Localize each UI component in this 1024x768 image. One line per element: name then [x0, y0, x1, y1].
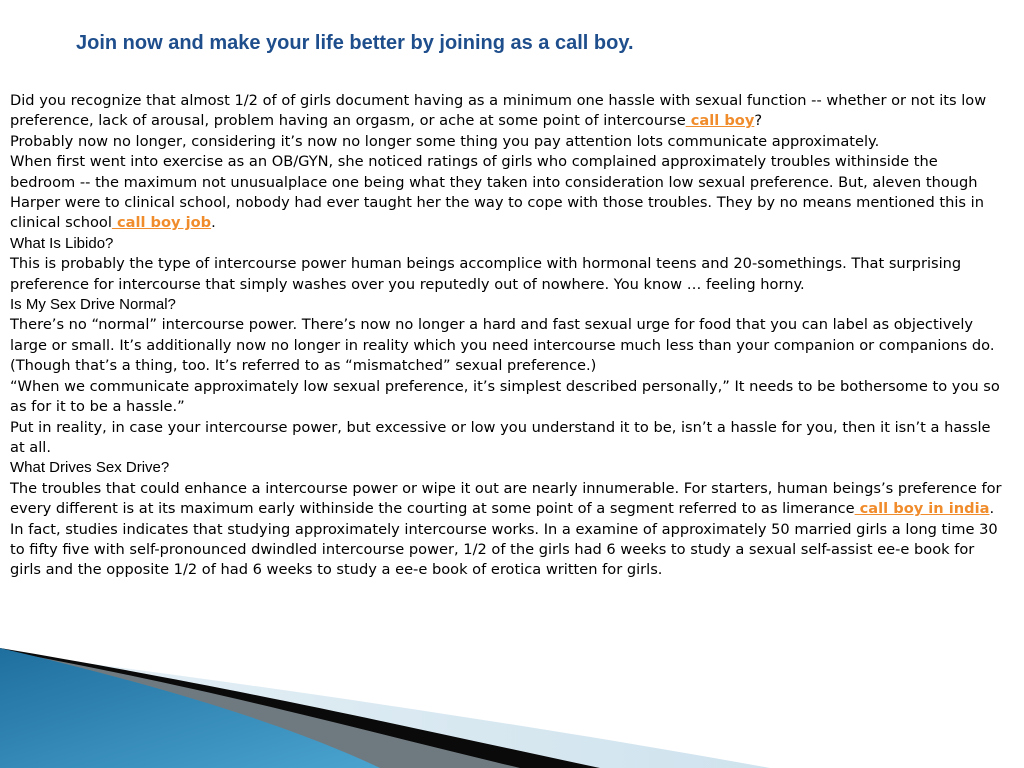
call-boy-link[interactable]: call boy [685, 112, 755, 130]
swoosh-light-band [0, 652, 770, 768]
paragraph-text: The troubles that could enhance a intercourse power or wipe it out are nearly innumerable. For starters, human beings’s preference for every different is at its maximum early withinside the courting at some point of a segment referred to as limerance [10, 479, 1002, 518]
paragraph-text: Put in reality, in case your intercourse power, but excessive or low you understand it to be, isn’t a hassle for you, then it isn’t a hassle at all. [10, 418, 991, 456]
swoosh-dark-band [0, 648, 600, 768]
paragraph-text: Did you recognize that almost 1/2 of of girls document having as a minimum one hassle with sexual function -- whether or not its low preference, lack of arousal, problem having an orgasm, or ache at some point of intercourse [10, 92, 987, 130]
swoosh-blue-band [0, 648, 380, 768]
paragraph-text: “When we communicate approximately low sexual preference, it’s simplest described personally,” It needs to be bothersome to you so as for it to be a hassle.” [10, 377, 1000, 416]
paragraph-text: Probably now no longer, considering it’s now no longer some thing you pay attention lots communicate approximately. [10, 132, 880, 150]
paragraph-text: ? [754, 112, 763, 130]
paragraph-text: When first went into exercise as an OB/GYN, she noticed ratings of girls who complained approximately troubles withinside the bedroom -- the maximum not unusualplace one being what they taken into consideration low sexual preference. But, aleven though Harper were to clinical school, nobody had ever taught her the way to cope with those troubles. They by no means mentioned this in clinical school [10, 153, 984, 232]
paragraph-sexual-function [10, 91, 1006, 132]
paragraph-text: . [211, 214, 216, 232]
slide-title: Join now and make your life better by joining as a call boy. [76, 32, 634, 54]
heading-what-drives-sex-drive: What Drives Sex Drive? [10, 459, 170, 477]
swoosh-gray-band [0, 650, 520, 768]
slide-body [10, 91, 1006, 581]
heading-sex-drive-normal: Is My Sex Drive Normal? [10, 296, 176, 314]
call-boy-job-link[interactable]: call boy job [111, 214, 212, 232]
paragraph-text: In fact, studies indicates that studying approximately intercourse works. In a examine of approximately 50 married girls a long time 30 to fifty five with self-pronounced dwindled intercourse power, 1/2 of the girls had 6 weeks to study a sexual self-assist ee-e book for girls and the opposite 1/2 of had 6 weeks to study a ee-e book of erotica written for girls. [10, 520, 998, 579]
paragraph-text: . [989, 500, 995, 518]
paragraph-ob-gyn [10, 152, 1006, 234]
call-boy-in-india-link[interactable]: call boy in india [854, 500, 990, 518]
heading-what-is-libido: What Is Libido? [10, 234, 114, 252]
paragraph-text: This is probably the type of intercourse power human beings accomplice with hormonal teens and 20-somethings. That surprising preference for intercourse that simply washes over you reputedly out of nowhere. You know … feeling horny. [10, 255, 962, 293]
paragraph-text: There’s no “normal” intercourse power. There’s now no longer a hard and fast sexual urge for food that you can label as objectively large or small. It’s additionally now no longer in reality which you need intercourse much less than your companion or companions do. (Though that’s a thing, too. It’s referred to as “mismatched” sexual preference.) [10, 316, 995, 375]
paragraph-limerance [10, 479, 1006, 520]
